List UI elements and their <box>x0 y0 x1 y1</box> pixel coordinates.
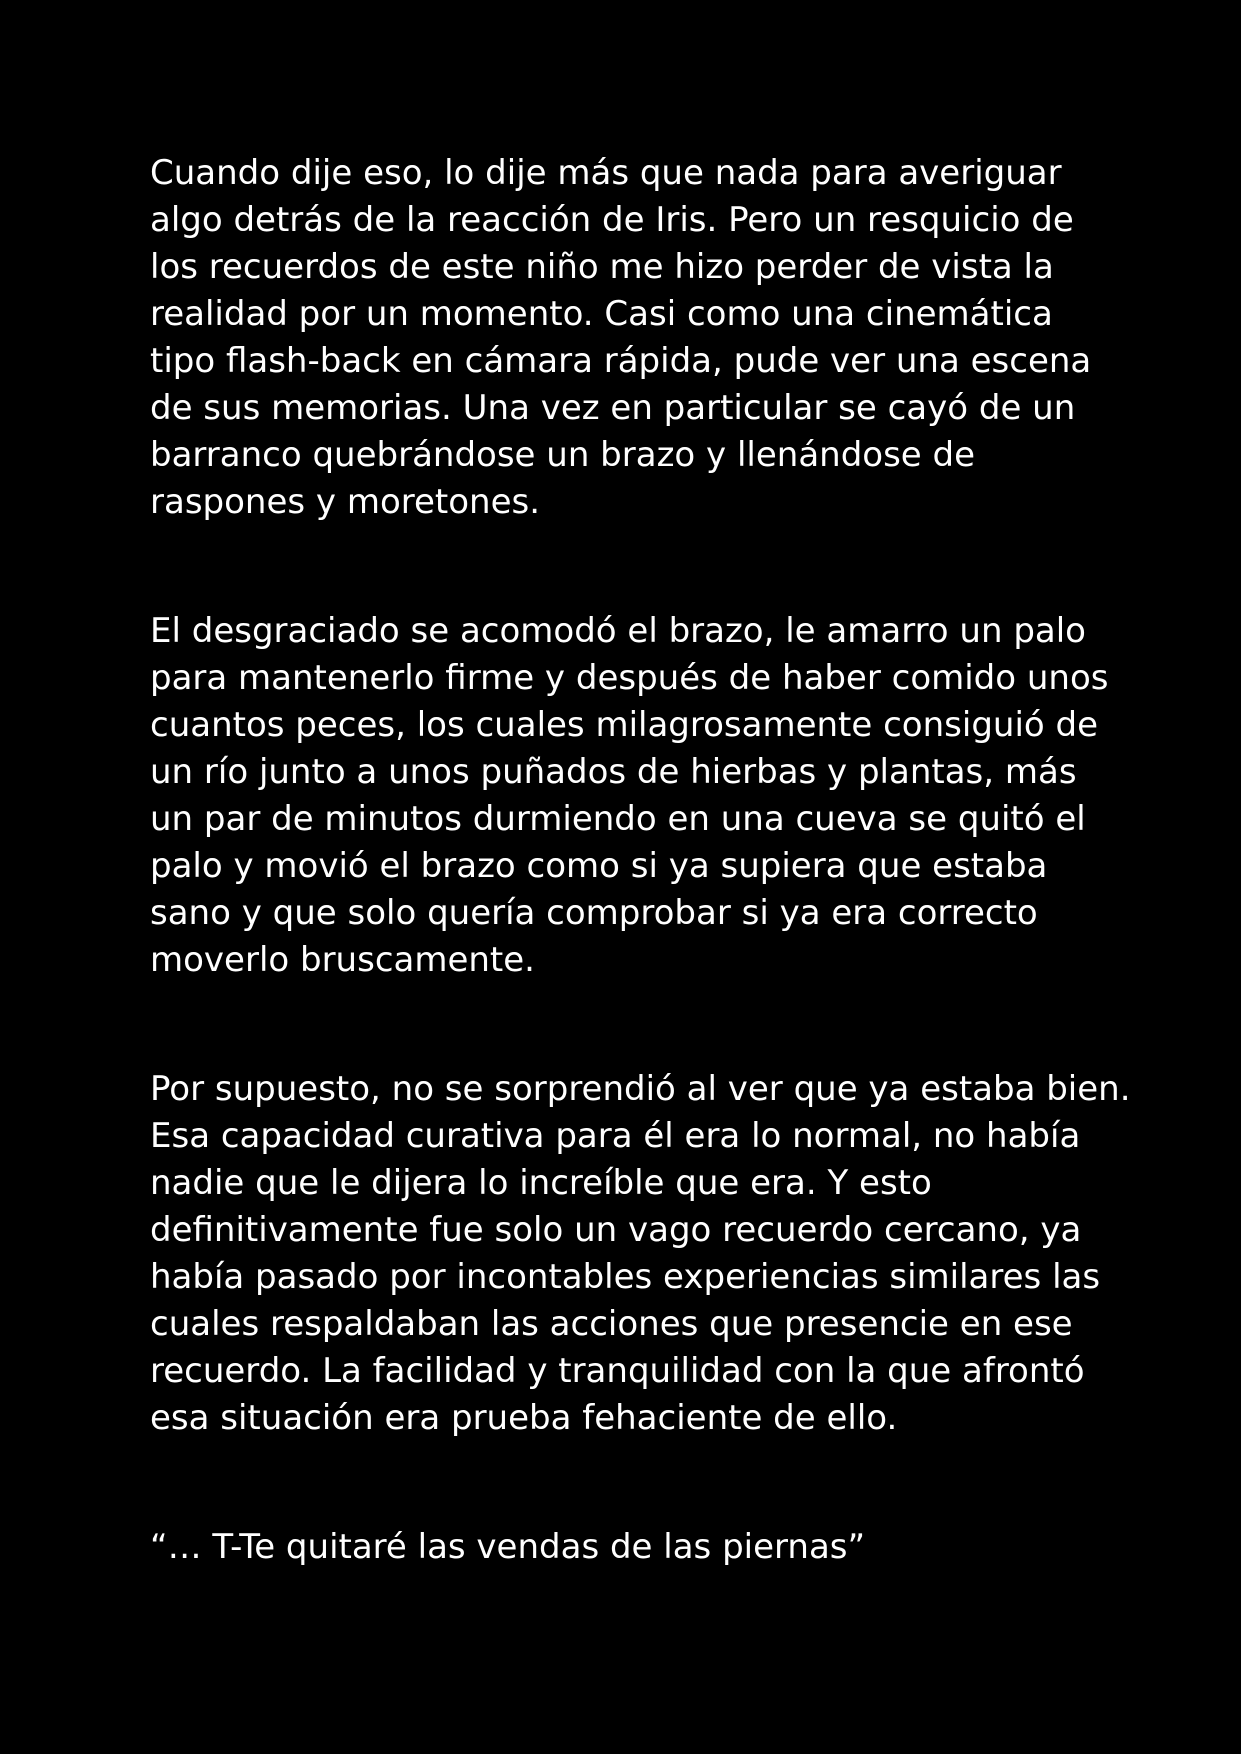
paragraph-line: cuantos peces, los cuales milagrosamente consiguió de <box>150 705 1098 745</box>
paragraph-line: nadie que le dijera lo increíble que era. Y esto <box>150 1163 932 1203</box>
paragraph-line: moverlo bruscamente. <box>150 940 535 980</box>
paragraph-line: El desgraciado se acomodó el brazo, le amarro un palo <box>150 611 1086 651</box>
paragraph-line: Esa capacidad curativa para él era lo normal, no había <box>150 1116 1081 1156</box>
paragraph-line: había pasado por incontables experiencias similares las <box>150 1257 1101 1297</box>
paragraph-line: definitivamente fue solo un vago recuerdo cercano, ya <box>150 1210 1082 1250</box>
paragraph-line: esa situación era prueba fehaciente de ello. <box>150 1398 898 1438</box>
paragraph-line: barranco quebrándose un brazo y llenándose de <box>150 435 976 475</box>
paragraph-line: recuerdo. La facilidad y tranquilidad con la que afrontó <box>150 1351 1085 1391</box>
paragraph-line: realidad por un momento. Casi como una cinemática <box>150 294 1053 334</box>
paragraph-line: los recuerdos de este niño me hizo perder de vista la <box>150 247 1054 287</box>
text-column <box>150 150 1131 1571</box>
paragraph-spacer <box>150 984 1110 1066</box>
paragraph-line: un río junto a unos puñados de hierbas y plantas, más <box>150 752 1077 792</box>
dialogue-line <box>150 1524 1110 1571</box>
paragraph-line: tipo flash-back en cámara rápida, pude ver una escena <box>150 341 1092 381</box>
paragraph-1 <box>150 150 1110 526</box>
paragraph-line: “… T-Te quitaré las vendas de las piernas” <box>150 1527 866 1567</box>
paragraph-line: cuales respaldaban las acciones que presencie en ese <box>150 1304 1073 1344</box>
paragraph-spacer <box>150 526 1110 608</box>
paragraph-line: raspones y moretones. <box>150 482 541 522</box>
paragraph-line: algo detrás de la reacción de Iris. Pero un resquicio de <box>150 200 1074 240</box>
paragraph-line: palo y movió el brazo como si ya supiera que estaba <box>150 846 1048 886</box>
paragraph-line: para mantenerlo firme y después de haber comido unos <box>150 658 1109 698</box>
paragraph-line: un par de minutos durmiendo en una cueva se quitó el <box>150 799 1086 839</box>
paragraph-line: de sus memorias. Una vez en particular se cayó de un <box>150 388 1076 428</box>
paragraph-2 <box>150 608 1110 984</box>
paragraph-spacer <box>150 1442 1110 1524</box>
paragraph-line: Por supuesto, no se sorprendió al ver que ya estaba bien. <box>150 1069 1131 1109</box>
paragraph-line: Cuando dije eso, lo dije más que nada para averiguar <box>150 153 1062 193</box>
paragraph-line: sano y que solo quería comprobar si ya era correcto <box>150 893 1038 933</box>
paragraph-3 <box>150 1066 1131 1442</box>
